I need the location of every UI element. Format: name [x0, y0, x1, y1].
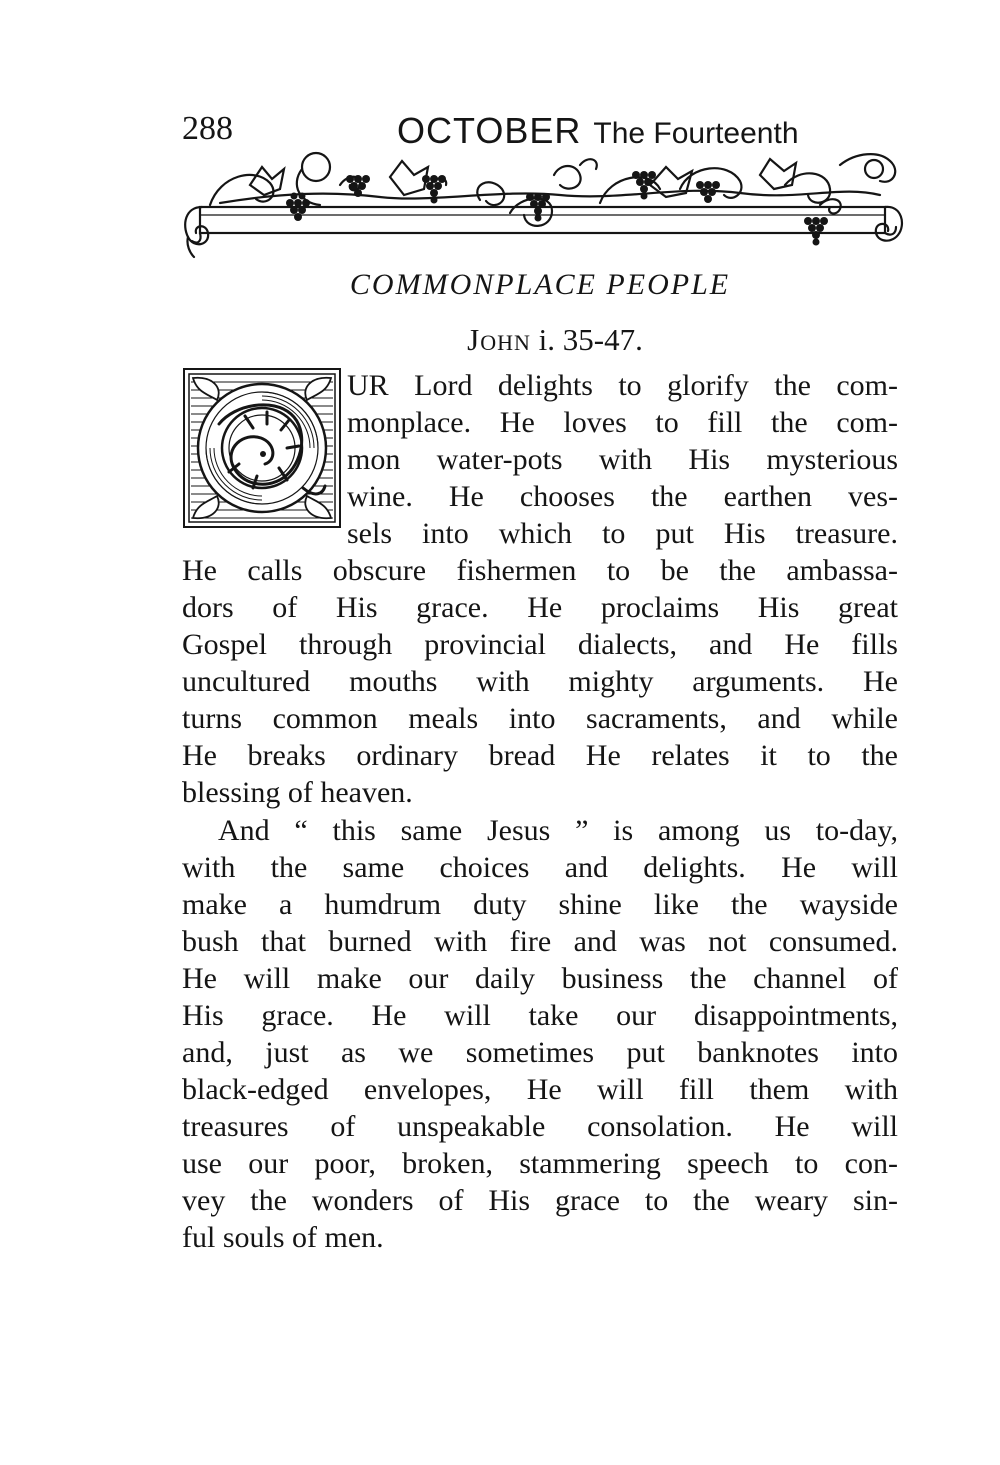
dropcap-o-icon	[183, 368, 341, 528]
text-line: black-edged envelopes, He will fill them with	[182, 1073, 898, 1106]
text-line: He breaks ordinary bread He relates it to the	[182, 739, 898, 772]
text-line: uncultured mouths with mighty arguments. He	[182, 665, 898, 698]
scripture-book: John	[467, 322, 531, 357]
text-line: And “ this same Jesus ” is among us to-day,	[218, 814, 898, 847]
text-line: vey the wonders of His grace to the weary sin-	[182, 1184, 898, 1217]
text-line: UR Lord delights to glorify the com-	[347, 369, 898, 402]
month-label: OCTOBER	[397, 110, 582, 151]
text-line: He calls obscure fishermen to be the ambassa-	[182, 554, 898, 587]
section-title: COMMONPLACE PEOPLE	[349, 268, 731, 301]
scripture-verses: i. 35-47.	[538, 322, 643, 357]
text-line: His grace. He will take our disappointments,	[182, 999, 898, 1032]
text-line: Gospel through provincial dialects, and He fills	[182, 628, 898, 661]
text-line: sels into which to put His treasure.	[347, 517, 898, 550]
text-line: with the same choices and delights. He will	[182, 851, 898, 884]
text-line: turns common meals into sacraments, and while	[182, 702, 898, 735]
text-line: monplace. He loves to fill the com-	[347, 406, 898, 439]
text-line: mon water-pots with His mysterious	[347, 443, 898, 476]
text-line: bush that burned with fire and was not consumed.	[182, 925, 898, 958]
text-line: blessing of heaven.	[182, 776, 413, 809]
text-line: ful souls of men.	[182, 1221, 384, 1254]
text-line: make a humdrum duty shine like the wayside	[182, 888, 898, 921]
text-line: use our poor, broken, stammering speech to con-	[182, 1147, 898, 1180]
text-line: treasures of unspeakable consolation. He will	[182, 1110, 898, 1143]
grapevine-ornament-icon	[180, 145, 910, 260]
scripture-reference	[0, 322, 1000, 358]
text-line: and, just as we sometimes put banknotes into	[182, 1036, 898, 1069]
day-label: The Fourteenth	[593, 117, 799, 150]
text-line: He will make our daily business the channel of	[182, 962, 898, 995]
page-number: 288	[182, 110, 233, 147]
text-line: wine. He chooses the earthen ves-	[347, 480, 898, 513]
text-line: dors of His grace. He proclaims His great	[182, 591, 898, 624]
